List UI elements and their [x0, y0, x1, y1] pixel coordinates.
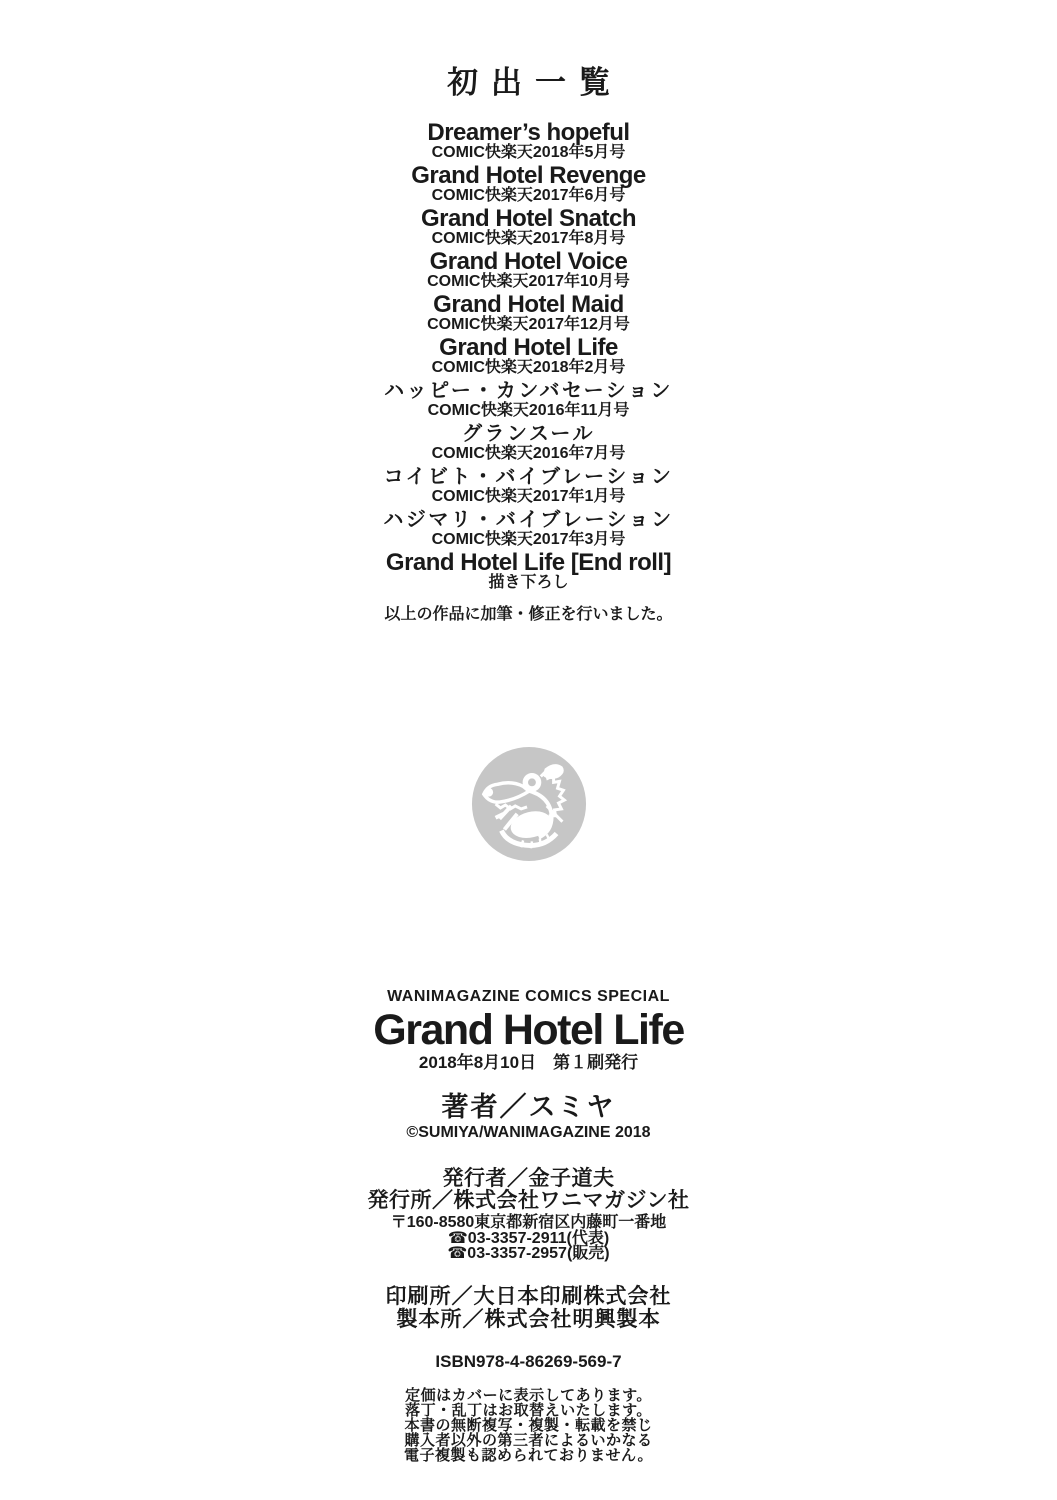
work-source: COMIC快楽天2017年8月号	[431, 230, 626, 247]
author: 著者／スミヤ	[441, 1092, 616, 1122]
work-entry	[0, 422, 1057, 461]
work-entry	[0, 207, 1057, 246]
work-source: COMIC快楽天2017年12月号	[427, 316, 630, 333]
work-source: 描き下ろし	[488, 574, 569, 591]
work-title: ハッピー・カンバセーション	[384, 380, 673, 402]
work-entry	[0, 379, 1057, 418]
notice-line: 電子複製も認められておりません。	[404, 1446, 653, 1464]
work-entry	[0, 250, 1057, 289]
notice-line: 定価はカバーに表示してあります。	[405, 1386, 652, 1404]
work-title: Grand Hotel Voice	[429, 248, 628, 275]
work-source: COMIC快楽天2017年6月号	[431, 187, 626, 204]
works-list	[0, 121, 1057, 590]
imprint-label: WANIMAGAZINE COMICS SPECIAL	[387, 988, 670, 1005]
bookbinder: 製本所／株式会社明興製本	[396, 1307, 661, 1331]
printer: 印刷所／大日本印刷株式会社	[385, 1284, 672, 1308]
work-entry	[0, 465, 1057, 504]
edition-date: 2018年8月10日 第１刷発行	[418, 1053, 639, 1072]
work-title: Grand Hotel Revenge	[411, 162, 646, 189]
work-source: COMIC快楽天2017年1月号	[431, 488, 626, 505]
work-source: COMIC快楽天2017年10月号	[427, 273, 630, 290]
work-source: COMIC快楽天2018年5月号	[431, 144, 626, 161]
work-entry	[0, 508, 1057, 547]
work-title: Grand Hotel Life	[439, 334, 618, 361]
publisher-block	[0, 1168, 1057, 1262]
work-title: Dreamer’s hopeful	[427, 119, 630, 146]
notice-line: 購入者以外の第三者によるいかなる	[404, 1431, 653, 1449]
work-title: コイビト・バイブレーション	[383, 466, 674, 488]
book-title: Grand Hotel Life	[373, 1006, 684, 1054]
work-source: COMIC快楽天2018年2月号	[431, 359, 626, 376]
copyright: ©SUMIYA/WANIMAGAZINE 2018	[406, 1124, 651, 1141]
publisher-address: 〒160-8580東京都新宿区内藤町一番地	[390, 1214, 667, 1231]
work-source: COMIC快楽天2016年7月号	[431, 445, 626, 462]
work-title: ハジマリ・バイブレーション	[383, 509, 674, 531]
work-title: Grand Hotel Maid	[433, 291, 624, 318]
wanimagazine-crocodile-logo-icon	[0, 745, 1057, 863]
work-entry	[0, 164, 1057, 203]
work-entry	[0, 551, 1057, 590]
publishing-company: 発行所／株式会社ワニマガジン社	[367, 1189, 690, 1212]
notice-line: 本書の無断複写・複製・転載を禁じ	[404, 1416, 653, 1434]
first-publication-section	[0, 0, 1057, 623]
revision-note: 以上の作品に加筆・修正を行いました。	[384, 606, 673, 623]
work-title: Grand Hotel Snatch	[420, 205, 637, 232]
work-entry	[0, 336, 1057, 375]
colophon-section	[0, 989, 1057, 1463]
notice-line: 落丁・乱丁はお取替えいたします。	[405, 1401, 652, 1419]
page-title: 初出一覧	[447, 65, 623, 100]
printing-block	[0, 1285, 1057, 1331]
publisher-phone-sales: ☎03-3357-2957(販売)	[447, 1245, 610, 1262]
work-source: COMIC快楽天2016年11月号	[427, 402, 630, 419]
work-entry	[0, 121, 1057, 160]
isbn: ISBN978-4-86269-569-7	[435, 1351, 622, 1371]
work-entry	[0, 293, 1057, 332]
work-title: Grand Hotel Life [End roll]	[385, 549, 672, 576]
notices	[0, 1388, 1057, 1463]
work-source: COMIC快楽天2017年3月号	[431, 531, 626, 548]
work-title: グランスール	[462, 423, 595, 445]
publisher-name: 発行者／金子道夫	[442, 1167, 615, 1190]
publisher-phone-main: ☎03-3357-2911(代表)	[447, 1229, 610, 1247]
